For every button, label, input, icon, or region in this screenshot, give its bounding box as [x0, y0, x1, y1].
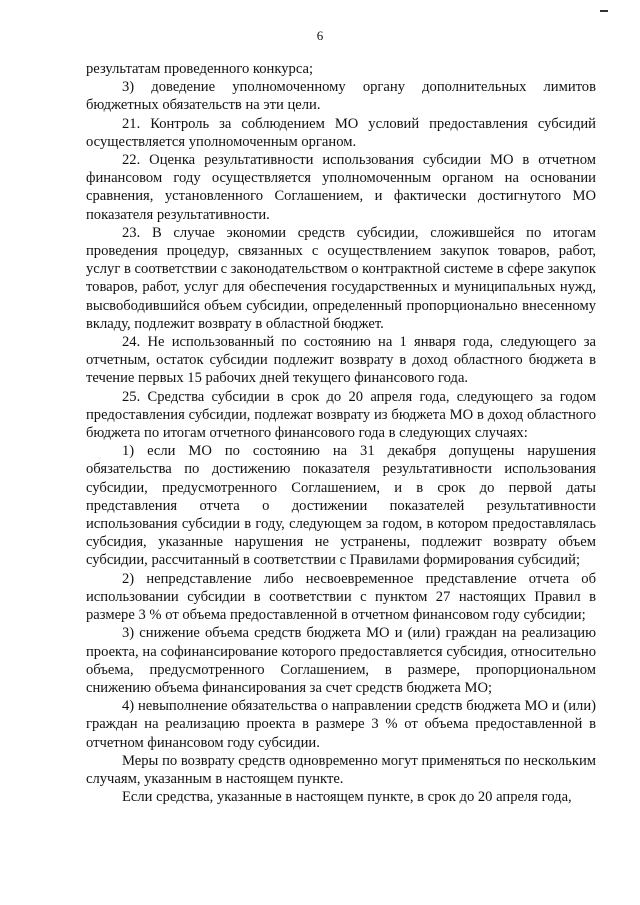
page-number: 6	[316, 28, 324, 43]
document-body	[86, 60, 596, 806]
paragraph-if-funds: Если средства, указанные в настоящем пункте, в срок до 20 апреля года,	[122, 789, 572, 806]
paragraph-25-item-4: 4) невыполнение обязательства о направлении средств бюджета МО и (или) граждан на реализацию проекта в размере 3 % от объема предоставленной в отчетном финансовом году субсидии.	[86, 698, 596, 751]
paragraph-25-item-2: 2) непредставление либо несвоевременное представление отчета об использовании субсидии в соответствии с пунктом 27 настоящих Правил в размере 3 % от объема предоставленной в отчетном финансовом году субсидии;	[86, 570, 596, 624]
paragraph-item-3: 3) доведение уполномоченному органу дополнительных лимитов бюджетных обязательств на эти цели.	[86, 79, 596, 114]
paragraph-25-item-3: 3) снижение объема средств бюджета МО и (или) граждан на реализацию проекта, на софинансирование которого предоставляется субсидия, относительно объема, предусмотренного Соглашением, в размере, пропорциональном снижению объема финансирования за счет средств бюджета МО;	[86, 625, 596, 696]
paragraph-24: 24. Не использованный по состоянию на 1 января года, следующего за отчетным, остаток субсидии подлежит возврату в доход областного бюджета в течение первых 15 рабочих дней текущего финансового года.	[86, 334, 596, 387]
paragraph-21: 21. Контроль за соблюдением МО условий предоставления субсидий осуществляется уполномоченным органом.	[86, 115, 596, 150]
paragraph-continuation: результатам проведенного конкурса;	[86, 61, 314, 77]
paragraph-25: 25. Средства субсидии в срок до 20 апреля года, следующего за годом предоставления субсидии, подлежат возврату из бюджета МО в доход областного бюджета по итогам отчетного финансового года в следующих случаях:	[86, 388, 596, 442]
scan-mark	[600, 10, 608, 12]
paragraph-measures: Меры по возврату средств одновременно могут применяться по нескольким случаям, указанным в настоящем пункте.	[86, 752, 596, 787]
paragraph-22: 22. Оценка результативности использования субсидии МО в отчетном финансовом году осуществляется уполномоченным органом на основании сравнения, установленного Соглашением, и фактически достигнутого МО показателя результативности.	[86, 152, 596, 223]
paragraph-23: 23. В случае экономии средств субсидии, сложившейся по итогам проведения процедур, связанных с осуществлением закупок товаров, работ, услуг в соответствии с законодательством о контрактной системе в сфере закупок товаров, работ, услуг для обеспечения государственных и муниципальных нужд, высвободившийся объем субсидии, определенный пропорционально внесенному вкладу, подлежит возврату в областной бюджет.	[86, 224, 596, 332]
paragraph-25-item-1: 1) если МО по состоянию на 31 декабря допущены нарушения обязательства по достижению показателя результативности использования субсидии, предусмотренного Соглашением, и в срок до первой даты представления отчета о достижении показателей результативности использования субсидии в году, следующем за годом, в котором предоставлялась субсидия, указанные нарушения не устранены, подлежит возврату объем субсидии, рассчитанный в соответствии с Правилами формирования субсидий;	[86, 443, 596, 569]
